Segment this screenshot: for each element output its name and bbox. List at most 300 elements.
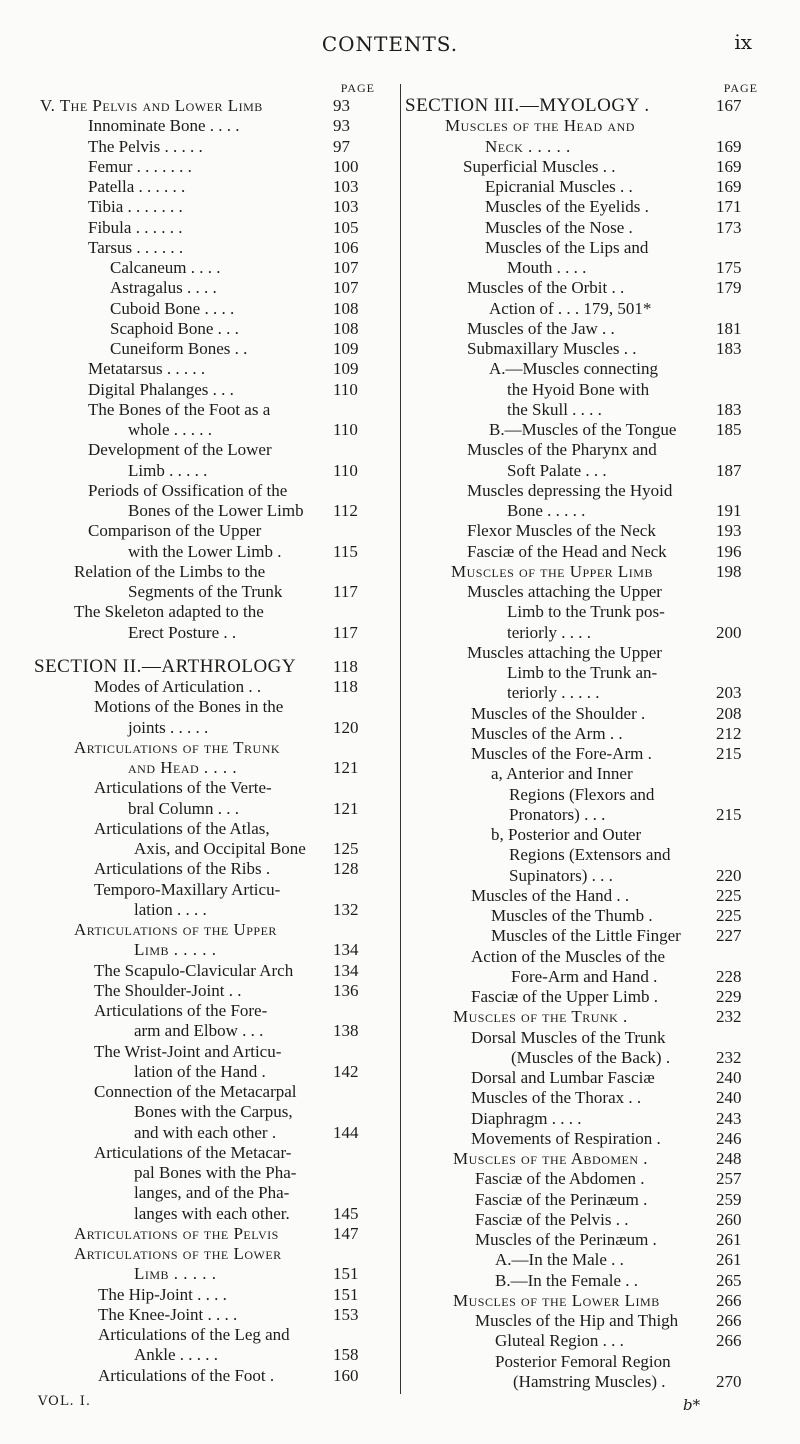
toc-entry: [22, 981, 377, 1001]
toc-entry-text: Superficial Muscles . .: [463, 156, 616, 176]
toc-entry-page: 106: [333, 237, 359, 257]
toc-entry-text: Fasciæ of the Head and Neck: [467, 541, 667, 561]
toc-entry-text: Articulations of the Metacar-: [94, 1142, 292, 1162]
toc-entry-page: 118: [333, 677, 358, 696]
toc-entry: [22, 481, 377, 501]
toc-entry: [405, 1129, 760, 1149]
toc-entry-page: 108: [333, 318, 359, 338]
toc-entry-text: Action of the Muscles of the: [471, 946, 666, 966]
toc-entry: [405, 805, 760, 825]
page-column-heading: PAGE: [340, 81, 375, 95]
toc-entry: [22, 218, 377, 238]
toc-entry-page: 240: [716, 1088, 742, 1108]
toc-entry: [22, 1325, 377, 1345]
toc-entry-text: Muscles of the Nose .: [485, 217, 633, 237]
toc-entry: [405, 1210, 760, 1230]
toc-entry-text: Fasciæ of the Perinæum .: [475, 1189, 648, 1209]
toc-entry-page: 115: [333, 541, 358, 561]
toc-entry-text: Muscles attaching the Upper: [467, 582, 662, 601]
toc-entry-text: Articulations of the Leg and: [98, 1325, 290, 1344]
page-number: ix: [734, 30, 752, 54]
signature-mark: b*: [683, 1396, 701, 1414]
toc-entry-page: 121: [333, 758, 359, 777]
toc-entry-page: 227: [716, 926, 742, 946]
toc-entry: [22, 1082, 377, 1102]
toc-entry: [22, 521, 377, 541]
toc-entry-page: 134: [333, 940, 359, 960]
toc-entry: [405, 582, 760, 602]
toc-entry-text: Muscles of the Lower Limb: [453, 1290, 660, 1310]
toc-entry: [22, 602, 377, 622]
toc-entry-text: Scaphoid Bone . . .: [110, 318, 239, 338]
toc-entry-page: 147: [333, 1223, 359, 1243]
toc-entry: [405, 339, 760, 359]
toc-entry-page: 232: [716, 1047, 742, 1067]
toc-entry: [22, 440, 377, 460]
toc-entry-page: 181: [716, 318, 742, 338]
toc-entry-page: 215: [716, 744, 742, 763]
toc-entry-text: Patella . . . . . .: [88, 177, 186, 196]
toc-entry-text: The Hip-Joint . . . .: [98, 1284, 227, 1304]
toc-entry: [405, 562, 760, 582]
column-divider: [400, 84, 401, 1394]
volume-label: VOL. I.: [38, 1394, 91, 1409]
toc-entry-page: 109: [333, 359, 359, 379]
toc-entry-text: arm and Elbow . . .: [134, 1021, 264, 1041]
toc-entry: [22, 1305, 377, 1325]
toc-entry-text: and with each other .: [134, 1122, 277, 1142]
toc-entry-page: 125: [333, 839, 359, 858]
toc-entry: [405, 764, 760, 784]
toc-entry-text: SECTION II.—ARTHROLOGY: [34, 655, 297, 677]
toc-entry-page: 112: [333, 501, 358, 520]
toc-entry: [22, 1123, 377, 1143]
toc-entry-text: Limb to the Trunk an-: [507, 663, 658, 682]
toc-entry-page: 160: [333, 1365, 359, 1385]
toc-entry: [22, 238, 377, 258]
toc-entry-page: 110: [333, 420, 358, 439]
right-entries: [405, 96, 760, 1392]
toc-entry: [405, 238, 760, 258]
toc-entry: [405, 1088, 760, 1108]
toc-entry: [22, 799, 377, 819]
toc-entry-page: 93: [333, 96, 350, 115]
toc-entry-text: The Wrist-Joint and Articu-: [94, 1041, 282, 1061]
toc-entry-page: 203: [716, 683, 742, 703]
toc-entry-text: The Bones of the Foot as a: [88, 399, 271, 419]
toc-entry-text: Muscles of the Eyelids .: [485, 197, 649, 217]
toc-entry: [405, 400, 760, 420]
toc-entry: [405, 1372, 760, 1392]
toc-entry: [405, 319, 760, 339]
toc-entry: [22, 758, 377, 778]
toc-entry: [22, 501, 377, 521]
toc-entry: [405, 724, 760, 744]
toc-entry-page: 153: [333, 1304, 359, 1324]
toc-entry: [405, 420, 760, 440]
toc-entry: [405, 1048, 760, 1068]
toc-entry-text: Articulations of the Lower: [74, 1244, 282, 1263]
toc-entry: [405, 96, 760, 116]
toc-entry-page: 142: [333, 1061, 359, 1081]
toc-entry: [405, 461, 760, 481]
toc-entry-text: Posterior Femoral Region: [495, 1351, 671, 1371]
toc-entry-page: 100: [333, 156, 359, 176]
toc-entry-text: Articulations of the Ribs .: [94, 859, 271, 879]
toc-entry-page: 138: [333, 1021, 359, 1041]
toc-entry: [405, 1352, 760, 1372]
toc-entry-text: Dorsal and Lumbar Fasciæ: [471, 1068, 655, 1087]
toc-entry-text: Neck . . . . .: [485, 136, 571, 156]
toc-entry: [22, 1204, 377, 1224]
toc-entry: [405, 1190, 760, 1210]
toc-entry-text: the Hyoid Bone with: [507, 379, 650, 399]
toc-entry: [22, 359, 377, 379]
contents-column-left: [22, 80, 377, 1386]
toc-entry-text: Epicranial Muscles . .: [485, 177, 633, 196]
toc-entry-text: Ankle . . . . .: [134, 1345, 219, 1365]
toc-entry-page: 93: [333, 116, 350, 136]
toc-entry-text: Muscles of the Hand . .: [471, 885, 630, 905]
toc-entry-page: 225: [716, 906, 742, 925]
toc-entry-page: 266: [716, 1331, 742, 1351]
toc-entry: [22, 778, 377, 798]
toc-entry-page: 215: [716, 804, 742, 824]
toc-entry-page: 121: [333, 798, 359, 818]
toc-entry: [405, 744, 760, 764]
toc-entry-text: The Scapulo-Clavicular Arch: [94, 960, 294, 980]
toc-entry: [22, 258, 377, 278]
toc-entry-text: and Head . . . .: [128, 758, 238, 777]
page-title: CONTENTS.: [321, 32, 459, 56]
toc-entry-page: 173: [716, 217, 742, 237]
toc-entry: [22, 1143, 377, 1163]
toc-entry: [22, 880, 377, 900]
toc-entry: [405, 218, 760, 238]
toc-entry-text: Tarsus . . . . . .: [88, 237, 184, 257]
toc-entry-text: Calcaneum . . . .: [110, 258, 221, 277]
toc-entry-text: langes, and of the Pha-: [134, 1183, 290, 1203]
toc-entry: [405, 947, 760, 967]
toc-entry: [22, 116, 377, 136]
toc-entry-text: Flexor Muscles of the Neck: [467, 521, 656, 541]
toc-entry-text: a, Anterior and Inner: [491, 764, 633, 784]
toc-entry-page: 200: [716, 622, 742, 642]
toc-entry-page: 212: [716, 723, 742, 743]
toc-entry-text: Muscles of the Upper Limb: [451, 561, 653, 581]
toc-entry: [405, 258, 760, 278]
toc-entry-page: 120: [333, 717, 359, 737]
toc-entry-text: A.—Muscles connecting: [489, 359, 659, 379]
toc-entry-text: Muscles of the Thorax . .: [471, 1088, 642, 1108]
toc-entry-text: Limb . . . . .: [134, 1264, 217, 1284]
toc-entry-page: 151: [333, 1264, 359, 1284]
toc-entry-text: whole . . . . .: [128, 420, 213, 439]
toc-entry-text: (Muscles of the Back) .: [511, 1047, 671, 1067]
toc-entry: [405, 704, 760, 724]
toc-entry-page: 261: [716, 1230, 742, 1249]
toc-entry-text: Fasciæ of the Upper Limb .: [471, 987, 658, 1006]
toc-entry: [22, 1163, 377, 1183]
toc-entry-text: The Skeleton adapted to the: [74, 602, 264, 622]
toc-entry-text: Temporo-Maxillary Articu-: [94, 879, 281, 899]
toc-entry-text: Fasciæ of the Abdomen .: [475, 1169, 645, 1189]
toc-entry-text: Articulations of the Foot .: [98, 1365, 275, 1385]
toc-entry: [405, 1250, 760, 1270]
toc-entry-text: Bone . . . . .: [507, 501, 586, 520]
toc-entry-text: Segments of the Trunk: [128, 582, 283, 601]
toc-entry-text: b, Posterior and Outer: [491, 825, 642, 844]
toc-entry: [405, 845, 760, 865]
toc-entry-text: langes with each other.: [134, 1203, 290, 1223]
toc-entry-page: 151: [333, 1284, 359, 1304]
toc-entry-page: 261: [716, 1250, 742, 1270]
toc-entry: [405, 643, 760, 663]
toc-entry-page: 167: [716, 96, 742, 115]
toc-entry-page: 144: [333, 1122, 359, 1142]
toc-entry: [22, 677, 377, 697]
toc-entry-text: A.—In the Male . .: [495, 1250, 624, 1270]
toc-entry: [22, 420, 377, 440]
toc-entry-page: 243: [716, 1108, 742, 1128]
toc-entry: [22, 859, 377, 879]
toc-entry-page: 179: [716, 278, 742, 298]
toc-entry-page: 132: [333, 899, 359, 919]
toc-entry-text: Bones of the Lower Limb: [128, 501, 304, 520]
toc-entry: [22, 1285, 377, 1305]
toc-entry-text: Articulations of the Atlas,: [94, 818, 270, 838]
toc-entry-page: 103: [333, 177, 359, 196]
toc-entry-text: Muscles of the Pharynx and: [467, 440, 657, 460]
toc-entry-page: 260: [716, 1209, 742, 1229]
toc-entry-text: Articulations of the Verte-: [94, 778, 272, 798]
toc-entry-text: Innominate Bone . . . .: [88, 116, 240, 136]
toc-entry-text: Muscles of the Arm . .: [471, 723, 623, 743]
toc-entry-text: Motions of the Bones in the: [94, 697, 284, 717]
toc-entry-text: Relation of the Limbs to the: [74, 561, 266, 581]
toc-entry: [405, 866, 760, 886]
toc-entry-page: 134: [333, 960, 359, 980]
toc-entry: [22, 623, 377, 643]
toc-entry-page: 228: [716, 966, 742, 986]
toc-entry: [405, 177, 760, 197]
toc-entry-page: 169: [716, 156, 742, 176]
toc-entry: [22, 1183, 377, 1203]
toc-entry: [405, 906, 760, 926]
toc-entry-page: 183: [716, 339, 742, 358]
toc-entry-page: 105: [333, 217, 359, 237]
toc-entry: [405, 987, 760, 1007]
toc-entry-text: lation . . . .: [134, 899, 207, 919]
toc-entry-text: Muscles of the Little Finger: [491, 926, 681, 946]
toc-entry: [405, 1109, 760, 1129]
toc-entry: [405, 825, 760, 845]
toc-entry: [405, 137, 760, 157]
toc-entry: [22, 1102, 377, 1122]
toc-entry-text: Muscles of the Fore-Arm .: [471, 744, 652, 763]
toc-entry-text: Action of . . . 179, 501*: [489, 298, 652, 318]
toc-entry: [405, 663, 760, 683]
toc-entry-text: Periods of Ossification of the: [88, 480, 288, 500]
toc-entry-page: 193: [716, 521, 742, 541]
toc-entry: [22, 157, 377, 177]
toc-entry-page: 110: [333, 379, 358, 399]
toc-entry: [405, 197, 760, 217]
toc-entry-text: Muscles of the Shoulder .: [471, 703, 646, 723]
toc-entry: [405, 623, 760, 643]
toc-entry: [405, 683, 760, 703]
toc-entry: [405, 157, 760, 177]
toc-entry-page: 109: [333, 339, 359, 358]
toc-entry-text: Astragalus . . . .: [110, 278, 217, 298]
toc-entry: [22, 400, 377, 420]
toc-entry-text: Cuneiform Bones . .: [110, 339, 248, 358]
toc-entry-text: V. The Pelvis and Lower Limb: [40, 96, 263, 115]
toc-entry-text: teriorly . . . . .: [507, 683, 600, 703]
page-column-heading: PAGE: [723, 81, 758, 95]
toc-entry-page: 240: [716, 1068, 742, 1087]
toc-entry: [22, 1345, 377, 1365]
toc-entry: [22, 562, 377, 582]
toc-entry-text: Digital Phalanges . . .: [88, 379, 234, 399]
toc-entry-text: with the Lower Limb .: [128, 541, 282, 561]
toc-entry-text: Muscles of the Head and: [445, 116, 635, 136]
toc-entry-text: (Hamstring Muscles) .: [513, 1371, 666, 1391]
toc-entry-page: 117: [333, 582, 358, 601]
toc-entry-text: Movements of Respiration .: [471, 1128, 661, 1148]
toc-entry-page: 266: [716, 1311, 742, 1330]
toc-entry: [22, 380, 377, 400]
toc-entry-text: Fibula . . . . . .: [88, 217, 183, 237]
toc-entry: [405, 278, 760, 298]
toc-entry-text: Mouth . . . .: [507, 258, 587, 277]
toc-entry-text: joints . . . . .: [128, 717, 209, 737]
toc-entry-text: Muscles of the Perinæum .: [475, 1230, 657, 1249]
toc-entry-text: Articulations of the Upper: [74, 920, 277, 939]
toc-entry-page: 198: [716, 561, 742, 581]
section-gap: [22, 643, 377, 657]
toc-entry-page: 136: [333, 980, 359, 1000]
toc-entry-text: Submaxillary Muscles . .: [467, 339, 637, 358]
toc-entry-text: Fore-Arm and Hand .: [511, 966, 658, 986]
toc-entry-text: Cuboid Bone . . . .: [110, 298, 235, 318]
toc-entry-text: Femur . . . . . . .: [88, 156, 192, 176]
toc-entry: [22, 278, 377, 298]
toc-entry-page: 185: [716, 420, 742, 439]
toc-entry: [405, 1291, 760, 1311]
toc-entry: [22, 657, 377, 677]
toc-entry-text: Fasciæ of the Pelvis . .: [475, 1209, 629, 1229]
toc-entry-text: Articulations of the Trunk: [74, 737, 281, 757]
toc-entry: [405, 1169, 760, 1189]
toc-entry-text: Soft Palate . . .: [507, 460, 607, 480]
toc-entry-text: Development of the Lower: [88, 440, 272, 460]
toc-entry: [405, 380, 760, 400]
toc-entry-page: 266: [716, 1290, 742, 1310]
toc-entry-text: lation of the Hand .: [134, 1061, 266, 1081]
toc-entry: [405, 440, 760, 460]
toc-entry-text: Diaphragm . . . .: [471, 1108, 582, 1128]
toc-entry-page: 270: [716, 1371, 742, 1391]
toc-entry: [22, 738, 377, 758]
toc-entry-text: Articulations of the Pelvis: [74, 1223, 279, 1243]
toc-entry: [405, 116, 760, 136]
toc-entry: [22, 718, 377, 738]
toc-entry: [22, 299, 377, 319]
toc-entry-text: Muscles attaching the Upper: [467, 642, 662, 662]
toc-entry-text: Connection of the Metacarpal: [94, 1082, 297, 1101]
toc-entry-text: Limb to the Trunk pos-: [507, 602, 665, 622]
toc-entry-page: 196: [716, 541, 742, 561]
toc-entry-page: 108: [333, 298, 359, 318]
toc-entry-page: 246: [716, 1128, 742, 1148]
toc-entry-page: 117: [333, 622, 358, 642]
toc-entry-text: B.—Muscles of the Tongue: [489, 420, 677, 439]
toc-entry-text: bral Column . . .: [128, 798, 239, 818]
toc-entry: [22, 1042, 377, 1062]
toc-entry-text: Articulations of the Fore-: [94, 1001, 268, 1020]
toc-entry: [405, 1028, 760, 1048]
toc-entry-page: 110: [333, 460, 358, 480]
toc-entry-text: pal Bones with the Pha-: [134, 1163, 297, 1182]
toc-entry: [22, 697, 377, 717]
toc-entry-text: Regions (Extensors and: [509, 845, 671, 865]
toc-entry: [405, 299, 760, 319]
toc-entry: [405, 967, 760, 987]
toc-entry-text: Limb . . . . .: [134, 940, 217, 960]
toc-entry-text: Muscles of the Jaw . .: [467, 318, 615, 338]
toc-entry: [22, 1062, 377, 1082]
toc-entry-text: Supinators) . . .: [509, 865, 613, 885]
toc-entry-text: The Pelvis . . . . .: [88, 136, 203, 156]
toc-entry-text: Muscles depressing the Hyoid: [467, 480, 673, 500]
toc-entry: [405, 501, 760, 521]
toc-entry: [405, 1331, 760, 1351]
toc-entry: [405, 1068, 760, 1088]
contents-column-right: [405, 80, 760, 1392]
toc-entry: [22, 1366, 377, 1386]
toc-entry-page: 107: [333, 278, 359, 298]
toc-entry-text: Regions (Flexors and: [509, 784, 655, 804]
toc-entry-page: 97: [333, 136, 350, 156]
toc-entry: [22, 96, 377, 116]
toc-entry: [22, 1224, 377, 1244]
toc-entry: [22, 900, 377, 920]
left-entries: [22, 96, 377, 1386]
toc-entry: [405, 926, 760, 946]
toc-entry-text: the Skull . . . .: [507, 399, 602, 419]
toc-entry-page: 220: [716, 865, 742, 885]
toc-entry-page: 191: [716, 501, 742, 520]
toc-entry: [22, 940, 377, 960]
toc-entry-page: 248: [716, 1149, 742, 1168]
toc-entry: [22, 961, 377, 981]
toc-entry: [22, 1021, 377, 1041]
toc-entry-page: 187: [716, 460, 742, 480]
toc-entry-text: Muscles of the Lips and: [485, 237, 649, 257]
toc-entry: [405, 359, 760, 379]
toc-entry: [405, 481, 760, 501]
toc-entry: [22, 1001, 377, 1021]
toc-entry-text: The Knee-Joint . . . .: [98, 1304, 238, 1324]
toc-entry-page: 257: [716, 1169, 742, 1189]
toc-entry-page: 145: [333, 1203, 359, 1223]
toc-entry-page: 118: [333, 656, 358, 676]
toc-entry-text: SECTION III.—MYOLOGY .: [405, 95, 650, 116]
toc-entry: [22, 920, 377, 940]
toc-entry-text: teriorly . . . .: [507, 622, 592, 642]
toc-entry-text: Limb . . . . .: [128, 460, 208, 480]
